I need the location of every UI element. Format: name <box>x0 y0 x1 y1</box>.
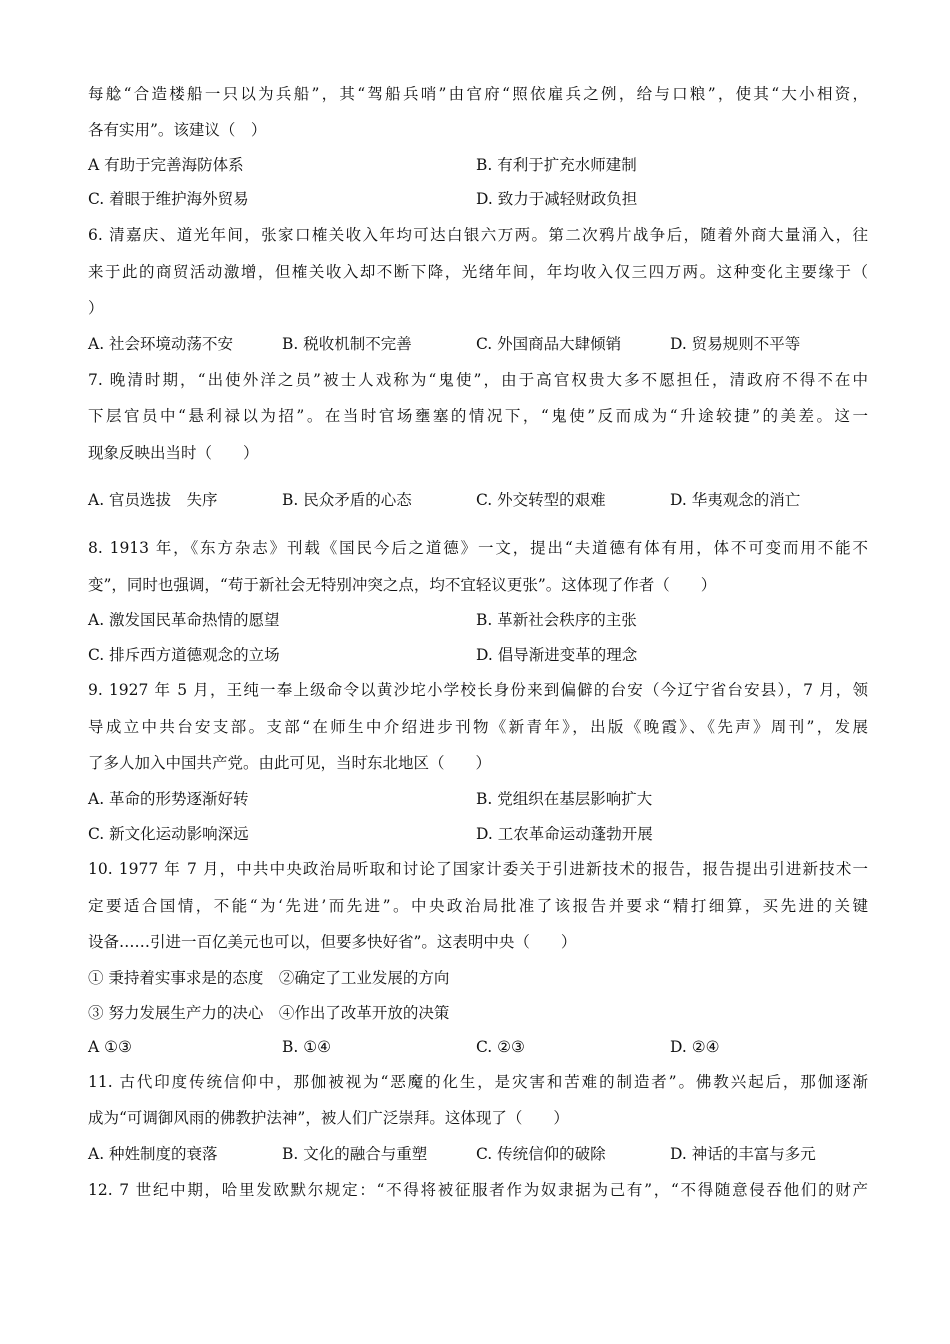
q10-statement-1: ① 秉持着实事求是的态度 ②确定了工业发展的方向 <box>88 969 450 987</box>
q8-option-c: C. 排斥西方道德观念的立场 <box>88 646 280 664</box>
q6-option-c: C. 外国商品大肆倾销 <box>476 335 622 353</box>
q12-line-1: 12. 7 世纪中期，哈里发欧默尔规定：“不得将被征服者作为奴隶据为己有”，“不得随意侵吞他们的财产 <box>88 1181 868 1199</box>
q9-option-c: C. 新文化运动影响深远 <box>88 825 249 843</box>
q6-line-2: 来于此的商贸活动激增，但榷关收入却不断下降，光绪年间，年均收入仅三四万两。这种变化主要缘于（ <box>88 263 868 281</box>
q9-option-a: A. 革命的形势逐渐好转 <box>88 790 249 808</box>
q7-option-b: B. 民众矛盾的心态 <box>282 491 412 509</box>
q10-line-2: 定要适合国情，不能“为‘先进’而先进”。中央政治局批准了该报告并要求“精打细算，买先进的关键 <box>88 897 868 915</box>
q10-option-a: A ①③ <box>88 1038 132 1056</box>
q6-option-a: A. 社会环境动荡不安 <box>88 335 234 353</box>
q5-option-c: C. 着眼于维护海外贸易 <box>88 190 249 208</box>
q7-line-2: 下层官员中“悬利禄以为招”。在当时官场壅塞的情况下，“鬼使”反而成为“升途较捷”的美差。这一 <box>88 407 868 425</box>
q9-line-3: 了多人加入中国共产党。由此可见，当时东北地区（ ） <box>88 754 492 772</box>
q8-line-2: 变”，同时也强调，“苟于新社会无特别冲突之点，均不宜轻议更张”。这体现了作者（ ） <box>88 576 717 594</box>
q5-line-2: 各有实用”。该建议（ ） <box>88 121 267 139</box>
q7-option-d: D. 华夷观念的消亡 <box>670 491 801 509</box>
q8-line-1: 8. 1913 年，《东方杂志》刊载《国民今后之道德》一文，提出“夫道德有体有用，体不可变而用不能不 <box>88 539 868 557</box>
q11-line-2: 成为“可调御风雨的佛教护法神”，被人们广泛崇拜。这体现了（ ） <box>88 1109 569 1127</box>
q7-line-1: 7. 晚清时期，“出使外洋之员”被士人戏称为“鬼使”，由于高官权贵大多不愿担任，清政府不得不在中 <box>88 371 868 389</box>
q10-statement-2: ③ 努力发展生产力的决心 ④作出了改革开放的决策 <box>88 1004 450 1022</box>
q6-line-1: 6. 清嘉庆、道光年间，张家口榷关收入年均可达白银六万两。第二次鸦片战争后，随着外商大量涌入，往 <box>88 226 868 244</box>
q9-line-1: 9. 1927 年 5 月，王纯一奉上级命令以黄沙坨小学校长身份来到偏僻的台安（今辽宁省台安县），7 月，领 <box>88 681 868 699</box>
q8-option-d: D. 倡导渐进变革的理念 <box>476 646 638 664</box>
q5-option-d: D. 致力于减轻财政负担 <box>476 190 638 208</box>
q9-line-2: 导成立中共台安支部。支部“在师生中介绍进步刊物《新青年》，出版《晚霞》、《先声》周刊”，发展 <box>88 718 868 736</box>
q11-line-1: 11. 古代印度传统信仰中，那伽被视为“恶魔的化生，是灾害和苦难的制造者”。佛教兴起后，那伽逐渐 <box>88 1073 868 1091</box>
q7-line-3: 现象反映出当时（ ） <box>88 444 259 462</box>
q5-option-b: B. 有利于扩充水师建制 <box>476 156 637 174</box>
q9-option-b: B. 党组织在基层影响扩大 <box>476 790 653 808</box>
q5-line-1: 每艌“合造楼船一只以为兵船”，其“驾船兵哨”由官府“照依雇兵之例，给与口粮”，使其“大小相资， <box>88 85 868 103</box>
q10-option-c: C. ②③ <box>476 1038 525 1056</box>
q10-option-d: D. ②④ <box>670 1038 720 1056</box>
q11-option-d: D. 神话的丰富与多元 <box>670 1145 816 1163</box>
q10-line-3: 设备……引进一百亿美元也可以，但要多快好省”。这表明中央（ ） <box>88 933 577 951</box>
q6-option-b: B. 税收机制不完善 <box>282 335 412 353</box>
q9-option-d: D. 工农革命运动蓬勃开展 <box>476 825 653 843</box>
q11-option-c: C. 传统信仰的破除 <box>476 1145 606 1163</box>
q10-option-b: B. ①④ <box>282 1038 332 1056</box>
q7-option-a: A. 官员选拔 失序 <box>88 491 218 509</box>
q10-line-1: 10. 1977 年 7 月，中共中央政治局听取和讨论了国家计委关于引进新技术的报告，报告提出引进新技术一 <box>88 860 868 878</box>
q6-option-d: D. 贸易规则不平等 <box>670 335 801 353</box>
q7-option-c: C. 外交转型的艰难 <box>476 491 606 509</box>
q11-option-b: B. 文化的融合与重塑 <box>282 1145 428 1163</box>
q8-option-b: B. 革新社会秩序的主张 <box>476 611 637 629</box>
q11-option-a: A. 种姓制度的衰落 <box>88 1145 218 1163</box>
q6-line-3: ） <box>88 299 104 317</box>
q5-option-a: A 有助于完善海防体系 <box>88 156 244 174</box>
q8-option-a: A. 激发国民革命热情的愿望 <box>88 611 280 629</box>
